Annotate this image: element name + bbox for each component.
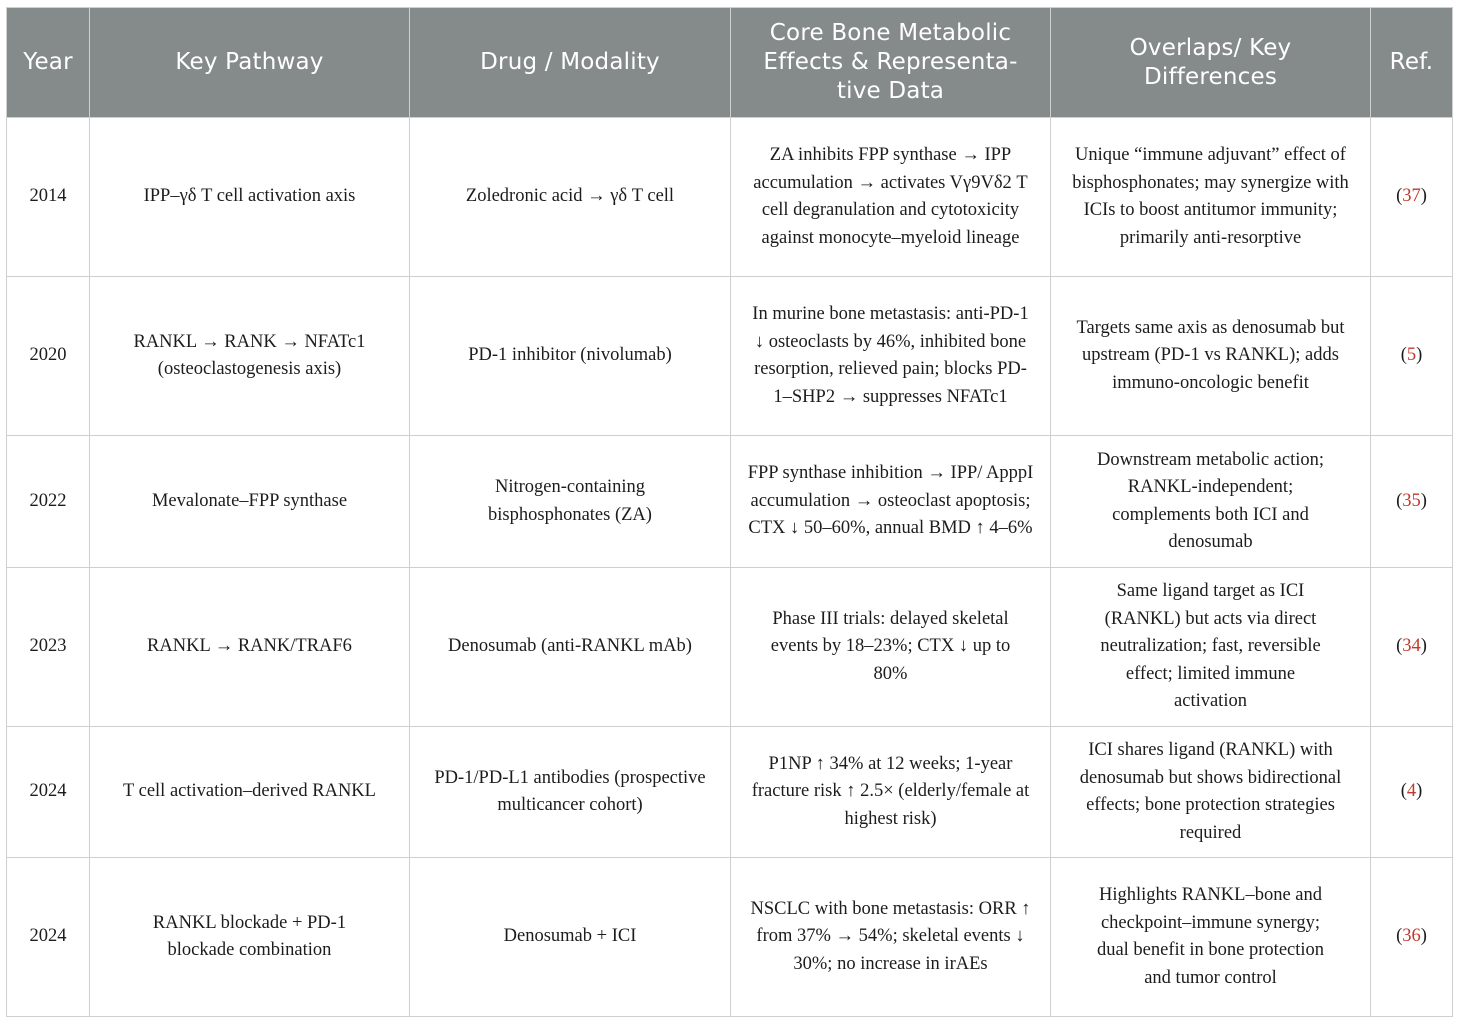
table-row [7,568,1453,727]
cell-overlaps [1051,727,1371,858]
ref-link[interactable]: 5 [1406,345,1417,366]
ref-open: ( [1400,345,1407,366]
ref-close: ) [1420,186,1427,207]
ref-open: ( [1400,781,1407,802]
cell-overlaps-text: Highlights RANKL–bone and checkpoint–immune synergy; dual benefit in bone protection and tumor control [1096,885,1325,988]
table-row [7,277,1453,436]
header-row [7,8,1453,118]
cell-pathway: RANKL → RANK/TRAF6 [90,568,410,727]
cell-overlaps-text: Unique “immune adjuvant” effect of bisphosphonates; may synergize with ICIs to boost antitumor immunity; primarily anti-resorptive [1072,145,1349,248]
cell-drug: PD-1 inhibitor (nivolumab) [410,277,731,436]
ref-close: ) [1416,345,1423,366]
cell-drug: Denosumab (anti-RANKL mAb) [410,568,731,727]
cell-year: 2014 [7,118,90,277]
cell-ref [1371,858,1453,1017]
cell-ref [1371,118,1453,277]
cell-drug-text: Nitrogen-containing bisphosphonates (ZA) [488,477,652,525]
cell-effects-text: ZA inhibits FPP synthase → IPP accumulation → activates Vγ9Vδ2 T cell degranulation and cytotoxicity against monocyte–myeloid lineage [753,145,1028,248]
cell-drug: Zoledronic acid → γδ T cell [410,118,731,277]
header-core-effects: Core Bone Metabolic Effects & Representa-tive Data [731,8,1051,118]
cell-pathway: T cell activation–derived RANKL [90,727,410,858]
cell-effects-text: Phase III trials: delayed skeletal events by 18–23%; CTX ↓ up to 80% [770,608,1011,684]
cell-pathway: IPP–γδ T cell activation axis [90,118,410,277]
cell-overlaps-text: ICI shares ligand (RANKL) with denosumab but shows bidirectional effects; bone protection strategies required [1079,740,1342,843]
cell-drug: Denosumab + ICI [410,858,731,1017]
cell-effects-text: P1NP ↑ 34% at 12 weeks; 1-year fracture risk ↑ 2.5× (elderly/female at highest risk) [751,753,1030,829]
cell-effects [731,436,1051,568]
cell-pathway-text: RANKL → RANK → NFATc1 (osteoclastogenesis axis) [133,331,366,379]
ref-link[interactable]: 37 [1402,186,1421,207]
cell-drug [410,727,731,858]
cell-overlaps [1051,118,1371,277]
table-row [7,436,1453,568]
cell-overlaps-text: Downstream metabolic action; RANKL-independent; complements both ICI and denosumab [1096,449,1325,552]
ref-close: ) [1420,926,1427,947]
table-row [7,727,1453,858]
cell-effects-text: In murine bone metastasis: anti-PD-1 ↓ osteoclasts by 46%, inhibited bone resorption, relieved pain; blocks PD-1–SHP2 → suppresses NFATc1 [752,304,1029,407]
cell-year: 2024 [7,858,90,1017]
cell-overlaps-text: Same ligand target as ICI (RANKL) but acts via direct neutralization; fast, reversible effect; limited immune activation [1100,581,1321,712]
cell-effects [731,858,1051,1017]
ref-link[interactable]: 4 [1406,781,1417,802]
cell-pathway: Mevalonate–FPP synthase [90,436,410,568]
ref-close: ) [1420,490,1427,511]
header-drug-modality: Drug / Modality [410,8,731,118]
cell-overlaps-text: Targets same axis as denosumab but upstream (PD-1 vs RANKL); adds immuno-oncologic benefit [1076,317,1345,393]
table-row [7,858,1453,1017]
cell-overlaps [1051,277,1371,436]
cell-year: 2024 [7,727,90,858]
cell-effects [731,277,1051,436]
cell-overlaps [1051,858,1371,1017]
cell-overlaps [1051,436,1371,568]
ref-close: ) [1420,636,1427,657]
cell-pathway [90,277,410,436]
ref-close: ) [1416,781,1423,802]
ref-link[interactable]: 36 [1402,926,1421,947]
cell-ref [1371,436,1453,568]
cell-pathway [90,858,410,1017]
cell-year: 2023 [7,568,90,727]
ref-open: ( [1396,490,1403,511]
cell-drug-text: PD-1/PD-L1 antibodies (prospective multicancer cohort) [434,767,706,815]
cell-effects [731,568,1051,727]
cell-year: 2020 [7,277,90,436]
cell-effects-text: NSCLC with bone metastasis: ORR ↑ from 37% → 54%; skeletal events ↓ 30%; no increase in irAEs [750,898,1031,974]
ref-link[interactable]: 34 [1402,636,1421,657]
ref-open: ( [1396,636,1403,657]
header-overlaps: Overlaps/ Key Differences [1051,8,1371,118]
table-row [7,118,1453,277]
cell-pathway-text: RANKL blockade + PD-1 blockade combination [152,912,347,960]
data-table [6,7,1453,1017]
cell-overlaps [1051,568,1371,727]
header-year: Year [7,8,90,118]
ref-link[interactable]: 35 [1402,490,1421,511]
cell-ref [1371,727,1453,858]
cell-ref [1371,568,1453,727]
cell-effects [731,727,1051,858]
header-key-pathway: Key Pathway [90,8,410,118]
ref-open: ( [1396,926,1403,947]
cell-drug [410,436,731,568]
ref-open: ( [1396,186,1403,207]
cell-effects [731,118,1051,277]
cell-ref [1371,277,1453,436]
cell-effects-text: FPP synthase inhibition → IPP/ ApppI accumulation → osteoclast apoptosis; CTX ↓ 50–60%, annual BMD ↑ 4–6% [747,463,1034,539]
cell-year: 2022 [7,436,90,568]
header-ref: Ref. [1371,8,1453,118]
